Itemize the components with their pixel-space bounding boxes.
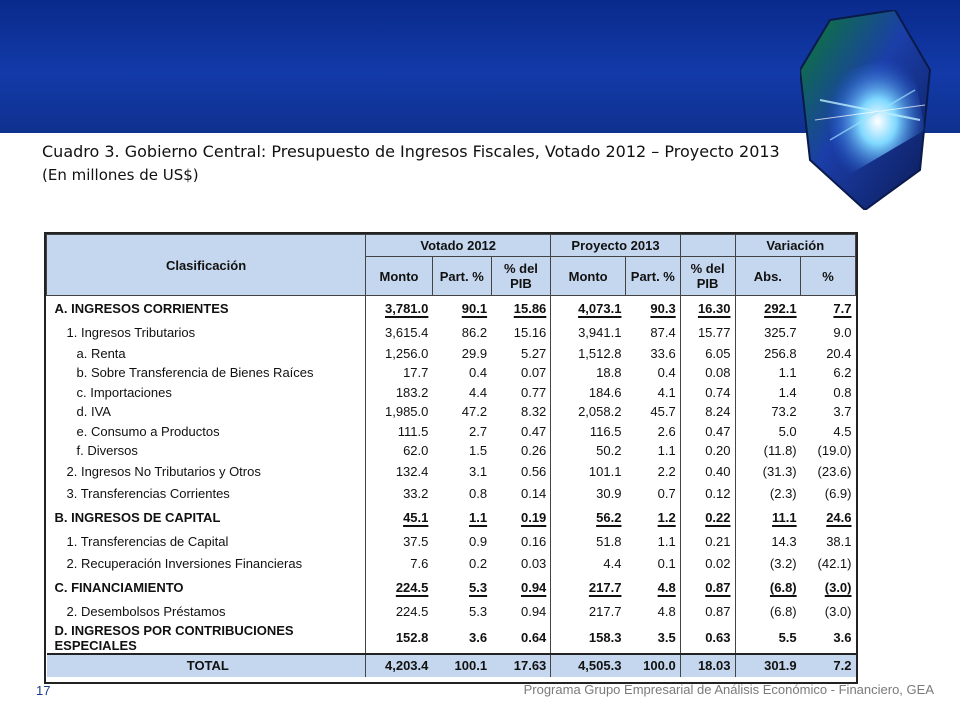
header-p-pib: % del PIB: [680, 257, 735, 296]
cell-p-pib: 0.20: [680, 441, 735, 461]
cell-p-part: 0.1: [657, 556, 676, 571]
cell-abs: 301.9: [735, 654, 801, 677]
table-row: [47, 601, 856, 623]
header-pct: %: [801, 257, 856, 296]
cell-pct: 3.6: [833, 630, 852, 645]
cell-pct: 7.2: [801, 654, 856, 677]
cell-p-pib: 16.30: [680, 296, 735, 322]
cell-p-monto: 4.4: [551, 553, 626, 575]
table-header: [47, 235, 856, 296]
cell-v-part: 0.9: [469, 534, 488, 549]
cell-v-monto: 132.4: [366, 461, 433, 483]
table-row: [47, 505, 856, 531]
cell-p-part: 4.8: [657, 604, 676, 619]
cell-pct: 3.7: [833, 404, 852, 420]
cell-abs: (11.8): [735, 441, 801, 461]
row-label: b. Sobre Transferencia de Bienes Raíces: [76, 365, 314, 381]
cell-v-part: 47.2: [461, 404, 488, 420]
table-row: [47, 344, 856, 364]
cell-pct: 9.0: [833, 325, 852, 340]
cell-v-pib: 0.07: [520, 365, 547, 381]
cell-abs: (6.8): [735, 601, 801, 623]
cell-pct: (3.0): [824, 580, 852, 595]
cell-v-monto: 4,203.4: [366, 654, 433, 677]
table-row: [47, 441, 856, 461]
cell-v-pib: 5.27: [520, 345, 547, 361]
header-v-monto: Monto: [366, 257, 433, 296]
header-proyecto-2013: Proyecto 2013: [551, 235, 680, 257]
cell-abs: (31.3): [735, 461, 801, 483]
cell-pct: 38.1: [826, 534, 852, 549]
cell-v-part: 1.5: [469, 443, 488, 459]
cell-v-monto: 37.5: [366, 531, 433, 553]
cell-p-part: 1.2: [657, 510, 676, 525]
row-label: D. INGRESOS POR CONTRIBUCIONES ESPECIALES: [54, 622, 294, 653]
table-row: [47, 654, 856, 677]
cell-v-monto: 224.5: [366, 575, 433, 601]
cell-p-part: 33.6: [650, 345, 676, 361]
cell-p-pib: 15.77: [680, 322, 735, 344]
cell-pct: 20.4: [826, 345, 852, 361]
cell-v-monto: 152.8: [366, 623, 433, 654]
cell-abs: (2.3): [735, 483, 801, 505]
row-label: a. Renta: [76, 345, 126, 361]
table-body: [47, 296, 856, 677]
cell-v-pib: 0.19: [520, 510, 547, 525]
cell-abs: 11.1: [735, 505, 801, 531]
cell-p-part: 4.1: [657, 384, 676, 400]
cell-v-monto: 1,256.0: [366, 344, 433, 364]
cell-abs: (6.8): [735, 575, 801, 601]
cell-p-monto: 4,073.1: [551, 296, 626, 322]
header-abs: Abs.: [735, 257, 801, 296]
header-p-monto: Monto: [551, 257, 626, 296]
cell-v-monto: 3,615.4: [366, 322, 433, 344]
table-row: [47, 553, 856, 575]
table-row: [47, 322, 856, 344]
table-row: [47, 363, 856, 383]
table-row: [47, 296, 856, 322]
cell-v-monto: 3,781.0: [366, 296, 433, 322]
cell-p-monto: 116.5: [551, 422, 626, 442]
slide-title: Cuadro 3. Gobierno Central: Presupuesto de Ingresos Fiscales, Votado 2012 – Proyecto 2013: [42, 142, 780, 161]
header-v-part: Part. %: [432, 257, 491, 296]
table-row: [47, 383, 856, 403]
row-label: 1. Ingresos Tributarios: [66, 325, 196, 340]
cell-v-monto: 1,985.0: [366, 402, 433, 422]
cell-p-pib: 0.40: [680, 461, 735, 483]
cell-v-monto: 45.1: [366, 505, 433, 531]
cell-p-part: 45.7: [650, 404, 676, 420]
cell-v-pib: 8.32: [520, 404, 547, 420]
cell-abs: 5.5: [735, 623, 801, 654]
cell-v-monto: 183.2: [366, 383, 433, 403]
cell-p-part: 0.7: [657, 486, 676, 501]
cell-p-part: 3.5: [657, 630, 676, 645]
cell-p-monto: 158.3: [551, 623, 626, 654]
row-label: d. IVA: [76, 404, 111, 420]
cell-p-monto: 30.9: [551, 483, 626, 505]
cell-v-monto: 7.6: [366, 553, 433, 575]
cell-p-monto: 18.8: [551, 363, 626, 383]
cell-p-pib: 0.08: [680, 363, 735, 383]
cell-p-pib: 0.74: [680, 383, 735, 403]
cell-pct: (6.9): [824, 486, 852, 501]
row-label: TOTAL: [47, 654, 366, 677]
cell-v-part: 100.1: [432, 654, 491, 677]
row-label: 2. Recuperación Inversiones Financieras: [66, 556, 303, 571]
cell-abs: 73.2: [735, 402, 801, 422]
cell-p-pib: 18.03: [680, 654, 735, 677]
row-label: 2. Desembolsos Préstamos: [66, 604, 226, 619]
cell-v-pib: 0.47: [520, 423, 547, 439]
cell-p-part: 1.1: [657, 443, 676, 459]
cell-p-part: 90.3: [650, 301, 676, 317]
cell-p-part: 4.8: [657, 580, 676, 595]
cell-v-monto: 33.2: [366, 483, 433, 505]
cell-v-pib: 17.63: [491, 654, 551, 677]
cell-pct: 0.8: [833, 384, 852, 400]
table-row: [47, 575, 856, 601]
cell-p-monto: 217.7: [551, 575, 626, 601]
cell-v-part: 86.2: [461, 325, 488, 340]
cell-abs: 5.0: [735, 422, 801, 442]
row-label: A. INGRESOS CORRIENTES: [54, 301, 229, 317]
cell-p-monto: 51.8: [551, 531, 626, 553]
cell-p-pib: 0.12: [680, 483, 735, 505]
cell-abs: (3.2): [735, 553, 801, 575]
cell-p-part: 87.4: [650, 325, 676, 340]
cell-v-pib: 0.16: [520, 534, 547, 549]
cell-v-pib: 0.26: [520, 443, 547, 459]
cell-p-pib: 0.22: [680, 505, 735, 531]
cell-pct: 6.2: [833, 365, 852, 381]
row-label: B. INGRESOS DE CAPITAL: [54, 510, 221, 525]
cell-v-part: 3.6: [469, 630, 488, 645]
budget-table: [44, 232, 858, 684]
cell-v-part: 29.9: [461, 345, 488, 361]
row-label: C. FINANCIAMIENTO: [54, 580, 184, 595]
table-row: [47, 531, 856, 553]
cell-v-part: 5.3: [469, 604, 488, 619]
footer-text: Programa Grupo Empresarial de Análisis Económico - Financiero, GEA: [523, 682, 934, 697]
cell-v-part: 2.7: [469, 423, 488, 439]
header-variacion: Variación: [735, 235, 856, 257]
table-row: [47, 461, 856, 483]
cell-p-monto: 2,058.2: [551, 402, 626, 422]
row-label: c. Importaciones: [76, 384, 172, 400]
cell-p-pib: 8.24: [680, 402, 735, 422]
header-blank: [680, 235, 735, 257]
cell-pct: 7.7: [833, 301, 852, 317]
cell-p-monto: 184.6: [551, 383, 626, 403]
cell-pct: (42.1): [817, 556, 852, 571]
cell-v-pib: 15.86: [513, 301, 547, 317]
cell-abs: 1.4: [735, 383, 801, 403]
crystal-logo-icon: [800, 10, 935, 210]
cell-p-monto: 101.1: [551, 461, 626, 483]
cell-p-monto: 4,505.3: [551, 654, 626, 677]
cell-v-part: 90.1: [461, 301, 488, 317]
page-number: 17: [36, 683, 51, 698]
cell-abs: 325.7: [735, 322, 801, 344]
row-label: e. Consumo a Productos: [76, 423, 220, 439]
cell-p-monto: 1,512.8: [551, 344, 626, 364]
cell-v-part: 3.1: [469, 464, 488, 479]
cell-p-part: 2.6: [657, 423, 676, 439]
income-table: [46, 234, 856, 677]
cell-p-monto: 217.7: [551, 601, 626, 623]
cell-v-pib: 0.14: [520, 486, 547, 501]
cell-v-pib: 0.94: [520, 604, 547, 619]
cell-v-part: 0.2: [469, 556, 488, 571]
header-clasificacion: Clasificación: [47, 235, 366, 296]
table-row: [47, 422, 856, 442]
cell-p-monto: 3,941.1: [551, 322, 626, 344]
cell-abs: 14.3: [735, 531, 801, 553]
cell-v-pib: 0.64: [520, 630, 547, 645]
cell-pct: (23.6): [817, 464, 852, 479]
cell-v-part: 1.1: [469, 510, 488, 525]
cell-v-monto: 111.5: [366, 422, 433, 442]
cell-abs: 256.8: [735, 344, 801, 364]
cell-p-pib: 0.63: [680, 623, 735, 654]
row-label: 1. Transferencias de Capital: [66, 534, 229, 549]
table-row: [47, 623, 856, 654]
cell-pct: (19.0): [817, 443, 852, 459]
cell-pct: 24.6: [826, 510, 852, 525]
cell-abs: 292.1: [735, 296, 801, 322]
cell-v-monto: 62.0: [366, 441, 433, 461]
cell-p-pib: 0.87: [680, 575, 735, 601]
cell-v-pib: 0.56: [520, 464, 547, 479]
table-row: [47, 483, 856, 505]
cell-abs: 1.1: [735, 363, 801, 383]
cell-p-pib: 0.47: [680, 422, 735, 442]
cell-v-monto: 224.5: [366, 601, 433, 623]
cell-pct: (3.0): [824, 604, 852, 619]
row-label: 2. Ingresos No Tributarios y Otros: [66, 464, 261, 479]
cell-p-part: 2.2: [657, 464, 676, 479]
cell-v-part: 0.8: [469, 486, 488, 501]
cell-p-pib: 0.21: [680, 531, 735, 553]
row-label: f. Diversos: [76, 443, 138, 459]
table-row: [47, 402, 856, 422]
cell-p-pib: 0.02: [680, 553, 735, 575]
row-label: 3. Transferencias Corrientes: [66, 486, 230, 501]
cell-v-pib: 15.16: [513, 325, 547, 340]
header-p-part: Part. %: [625, 257, 680, 296]
cell-p-part: 0.4: [657, 365, 676, 381]
header-votado-2012: Votado 2012: [366, 235, 551, 257]
cell-p-monto: 50.2: [551, 441, 626, 461]
cell-p-part: 1.1: [657, 534, 676, 549]
cell-p-pib: 0.87: [680, 601, 735, 623]
cell-v-pib: 0.03: [520, 556, 547, 571]
cell-p-monto: 56.2: [551, 505, 626, 531]
slide-subtitle: (En millones de US$): [42, 166, 199, 184]
cell-v-part: 4.4: [469, 384, 488, 400]
cell-v-part: 5.3: [469, 580, 488, 595]
cell-v-part: 0.4: [469, 365, 488, 381]
header-v-pib: % del PIB: [491, 257, 551, 296]
cell-v-monto: 17.7: [366, 363, 433, 383]
cell-pct: 4.5: [833, 423, 852, 439]
cell-p-part: 100.0: [625, 654, 680, 677]
cell-v-pib: 0.94: [520, 580, 547, 595]
cell-v-pib: 0.77: [520, 384, 547, 400]
cell-p-pib: 6.05: [680, 344, 735, 364]
